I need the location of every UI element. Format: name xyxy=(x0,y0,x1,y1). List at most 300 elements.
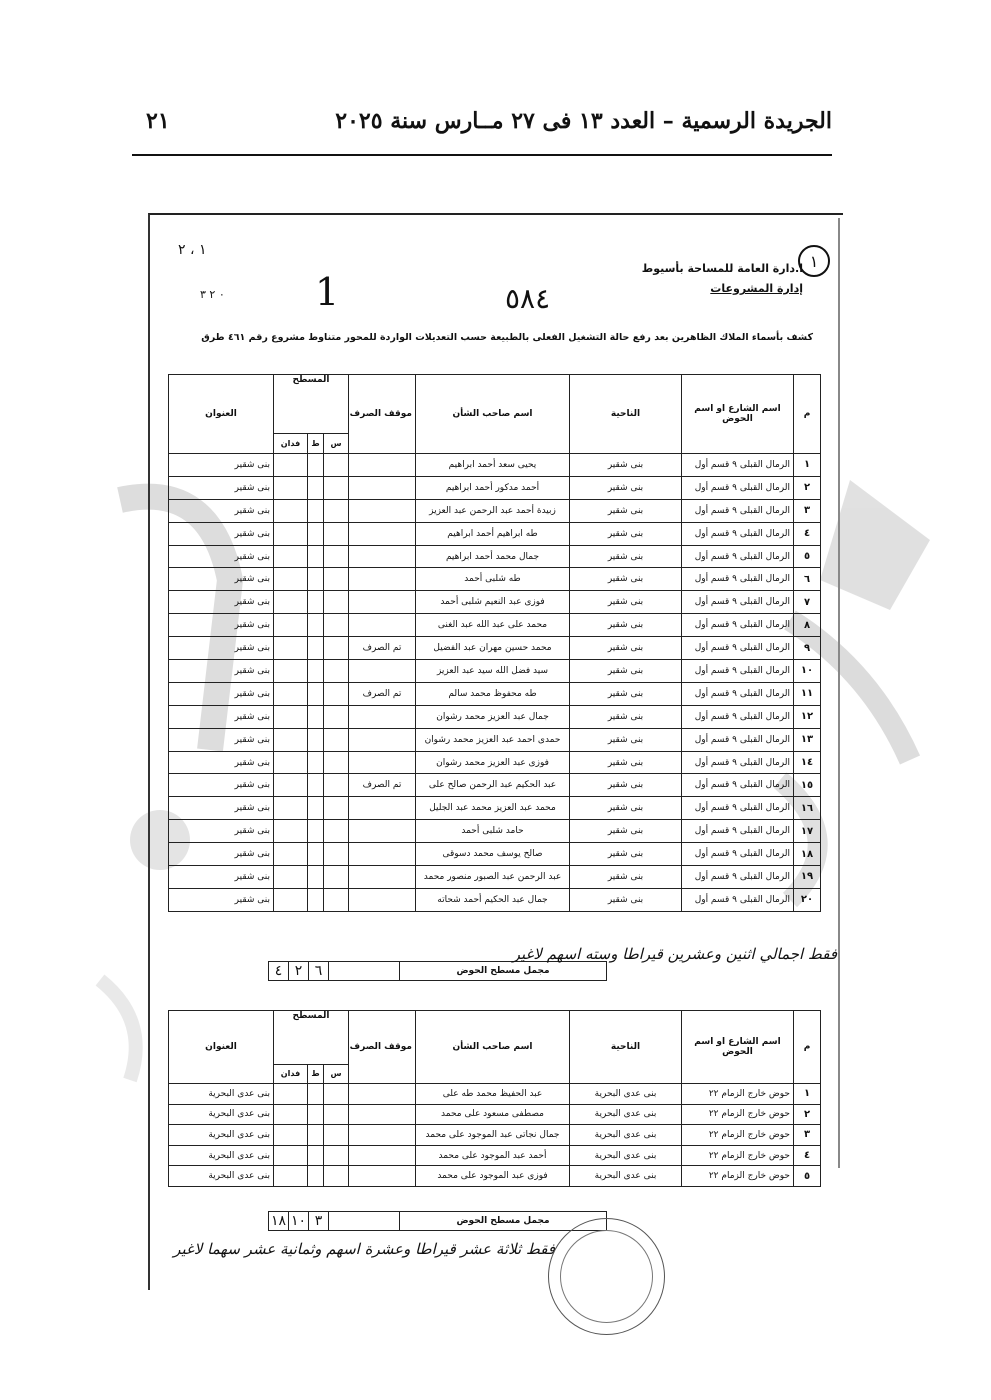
row-area-sahm xyxy=(324,866,349,889)
row-area-feddan xyxy=(274,888,308,911)
row-area-qirat xyxy=(308,545,324,568)
row-nahia: بنى شقير xyxy=(570,476,682,499)
row-area-sahm xyxy=(324,1145,349,1166)
row-area-feddan xyxy=(274,728,308,751)
row-owner: طه ابراهيم أحمد ابراهيم xyxy=(416,522,570,545)
row-area-qirat xyxy=(308,568,324,591)
gazette-title: الجريدة الرسمية – العدد ١٣ فى ٢٧ مــارس سنة ٢٠٢٥ xyxy=(335,108,832,134)
row-address: بنى شقير xyxy=(169,751,274,774)
row-owner: جمال عبد الحكيم أحمد شحاته xyxy=(416,888,570,911)
table-row xyxy=(169,682,821,705)
col-header-area: المسطح xyxy=(274,1011,349,1065)
row-address: بنى شقير xyxy=(169,660,274,683)
row-nahia: بنى شقير xyxy=(570,660,682,683)
row-owner: مصطفى مسعود على محمد xyxy=(416,1104,570,1125)
document-frame-edge xyxy=(838,218,840,1168)
owners-table-1 xyxy=(168,374,821,912)
table-row xyxy=(169,1166,821,1187)
stamp-marks: ١ ، ٢ xyxy=(178,242,207,258)
row-hod: الرمال القبلى ٩ قسم أول xyxy=(682,545,794,568)
col-header-qirat: ط xyxy=(308,1064,324,1083)
total-area-sahm: ٦ xyxy=(308,962,328,980)
row-area-sahm xyxy=(324,614,349,637)
col-header-nahia: الناحية xyxy=(570,1011,682,1084)
row-mawqif xyxy=(349,476,416,499)
row-address: بنى شقير xyxy=(169,454,274,477)
row-hod: الرمال القبلى ٩ قسم أول xyxy=(682,660,794,683)
page-header xyxy=(132,108,832,153)
col-header-feddan: فدان xyxy=(274,1064,308,1083)
row-area-sahm xyxy=(324,522,349,545)
row-area-feddan xyxy=(274,522,308,545)
col-header-hod: اسم الشارع او اسم الحوض xyxy=(682,1011,794,1084)
row-mawqif xyxy=(349,614,416,637)
row-mawqif xyxy=(349,454,416,477)
total-area-qirat: ٢ xyxy=(288,962,308,980)
table-row xyxy=(169,1104,821,1125)
row-area-feddan xyxy=(274,568,308,591)
total-area-empty-cell xyxy=(328,962,399,980)
row-area-sahm xyxy=(324,728,349,751)
row-mawqif xyxy=(349,1084,416,1105)
row-owner: جمال نجاتى عبد الموجود على محمد xyxy=(416,1125,570,1146)
row-owner: عبد الحفيظ محمد طه على xyxy=(416,1084,570,1105)
row-area-sahm xyxy=(324,843,349,866)
row-area-sahm xyxy=(324,1084,349,1105)
row-number: ١٨ xyxy=(794,843,821,866)
row-address: بنى شقير xyxy=(169,637,274,660)
row-hod: الرمال القبلى ٩ قسم أول xyxy=(682,705,794,728)
row-area-qirat xyxy=(308,476,324,499)
row-address: بنى شقير xyxy=(169,866,274,889)
row-address: بنى شقير xyxy=(169,843,274,866)
col-header-sahm: س xyxy=(324,1064,349,1083)
row-owner: زبيدة أحمد عبد الرحمن عبد العزيز xyxy=(416,499,570,522)
row-hod: الرمال القبلى ٩ قسم أول xyxy=(682,614,794,637)
row-nahia: بنى شقير xyxy=(570,522,682,545)
row-area-feddan xyxy=(274,1145,308,1166)
row-address: بنى شقير xyxy=(169,568,274,591)
col-header-address: العنوان xyxy=(169,1011,274,1084)
row-area-feddan xyxy=(274,843,308,866)
row-nahia: بنى عدى البحرية xyxy=(570,1104,682,1125)
row-owner: طه محفوظ محمد سالم xyxy=(416,682,570,705)
row-area-qirat xyxy=(308,888,324,911)
row-hod: الرمال القبلى ٩ قسم أول xyxy=(682,522,794,545)
row-number: ١٣ xyxy=(794,728,821,751)
col-header-qirat: ط xyxy=(308,434,324,454)
row-number: ٧ xyxy=(794,591,821,614)
row-hod: حوض خارج الزمام ٢٢ xyxy=(682,1166,794,1187)
unit-name: إدارة المشروعات xyxy=(710,282,803,295)
row-number: ١٥ xyxy=(794,774,821,797)
row-number: ٨ xyxy=(794,614,821,637)
row-number: ١٤ xyxy=(794,751,821,774)
row-address: بنى عدى البحرية xyxy=(169,1125,274,1146)
total-area-box-2 xyxy=(268,1211,607,1231)
row-mawqif xyxy=(349,545,416,568)
row-hod: الرمال القبلى ٩ قسم أول xyxy=(682,751,794,774)
col-header-nahia: الناحية xyxy=(570,375,682,454)
table-row xyxy=(169,705,821,728)
row-area-qirat xyxy=(308,774,324,797)
row-area-qirat xyxy=(308,637,324,660)
row-area-feddan xyxy=(274,1125,308,1146)
row-owner: جمال عبد العزيز محمد رشوان xyxy=(416,705,570,728)
row-hod: الرمال القبلى ٩ قسم أول xyxy=(682,454,794,477)
table-row xyxy=(169,1125,821,1146)
row-nahia: بنى شقير xyxy=(570,843,682,866)
row-number: ١ xyxy=(794,1084,821,1105)
row-address: بنى شقير xyxy=(169,797,274,820)
row-number: ١٩ xyxy=(794,866,821,889)
table-row xyxy=(169,1145,821,1166)
row-mawqif xyxy=(349,728,416,751)
row-nahia: بنى عدى البحرية xyxy=(570,1145,682,1166)
row-nahia: بنى شقير xyxy=(570,888,682,911)
row-owner: طه شلبى أحمد xyxy=(416,568,570,591)
row-hod: الرمال القبلى ٩ قسم أول xyxy=(682,888,794,911)
total-area-box-1 xyxy=(268,961,607,981)
row-number: ٥ xyxy=(794,1166,821,1187)
row-area-qirat xyxy=(308,660,324,683)
row-owner: عبد الرحمن عبد الصبور منصور محمد xyxy=(416,866,570,889)
row-area-sahm xyxy=(324,797,349,820)
row-mawqif xyxy=(349,1104,416,1125)
row-address: بنى شقير xyxy=(169,614,274,637)
row-area-qirat xyxy=(308,705,324,728)
row-area-feddan xyxy=(274,545,308,568)
row-owner: يحيى سعد أحمد ابراهيم xyxy=(416,454,570,477)
row-area-feddan xyxy=(274,591,308,614)
row-area-sahm xyxy=(324,820,349,843)
row-address: بنى شقير xyxy=(169,820,274,843)
row-area-qirat xyxy=(308,499,324,522)
row-mawqif xyxy=(349,751,416,774)
row-mawqif xyxy=(349,568,416,591)
row-area-sahm xyxy=(324,637,349,660)
row-area-feddan xyxy=(274,614,308,637)
row-area-feddan xyxy=(274,682,308,705)
row-number: ١١ xyxy=(794,682,821,705)
row-owner: محمد حسين مهران عبد الفضيل xyxy=(416,637,570,660)
row-address: بنى عدى البحرية xyxy=(169,1084,274,1105)
col-header-feddan: فدان xyxy=(274,434,308,454)
table-row xyxy=(169,476,821,499)
row-area-feddan xyxy=(274,820,308,843)
table-row xyxy=(169,774,821,797)
col-header-num: م xyxy=(794,375,821,454)
department-name: ا.دارة العامة للمساحة بأسيوط xyxy=(641,262,803,275)
row-owner: أحمد عبد الموجود على محمد xyxy=(416,1145,570,1166)
row-area-sahm xyxy=(324,888,349,911)
row-area-feddan xyxy=(274,1084,308,1105)
row-area-qirat xyxy=(308,820,324,843)
row-mawqif xyxy=(349,1166,416,1187)
table-row xyxy=(169,454,821,477)
row-mawqif xyxy=(349,660,416,683)
row-nahia: بنى شقير xyxy=(570,797,682,820)
row-nahia: بنى شقير xyxy=(570,591,682,614)
row-area-qirat xyxy=(308,454,324,477)
row-number: ٤ xyxy=(794,1145,821,1166)
row-area-sahm xyxy=(324,705,349,728)
row-hod: الرمال القبلى ٩ قسم أول xyxy=(682,820,794,843)
row-area-qirat xyxy=(308,1166,324,1187)
row-area-sahm xyxy=(324,682,349,705)
row-area-feddan xyxy=(274,705,308,728)
row-number: ٢ xyxy=(794,476,821,499)
row-number: ٤ xyxy=(794,522,821,545)
col-header-num: م xyxy=(794,1011,821,1084)
row-hod: الرمال القبلى ٩ قسم أول xyxy=(682,476,794,499)
row-nahia: بنى شقير xyxy=(570,682,682,705)
row-address: بنى شقير xyxy=(169,682,274,705)
row-hod: الرمال القبلى ٩ قسم أول xyxy=(682,774,794,797)
total-area-label: مجمل مسطح الحوض xyxy=(399,1212,606,1230)
row-number: ١٦ xyxy=(794,797,821,820)
row-hod: الرمال القبلى ٩ قسم أول xyxy=(682,499,794,522)
row-area-sahm xyxy=(324,660,349,683)
row-area-qirat xyxy=(308,1104,324,1125)
row-mawqif: تم الصرف xyxy=(349,637,416,660)
header-divider xyxy=(132,154,832,156)
row-area-qirat xyxy=(308,591,324,614)
row-address: بنى شقير xyxy=(169,545,274,568)
table-row xyxy=(169,751,821,774)
table-row xyxy=(169,660,821,683)
row-nahia: بنى عدى البحرية xyxy=(570,1084,682,1105)
table-row xyxy=(169,888,821,911)
total-area-feddan: ٤ xyxy=(274,963,283,979)
row-mawqif xyxy=(349,820,416,843)
col-header-mawqif: موقف الصرف xyxy=(349,1011,416,1084)
row-nahia: بنى شقير xyxy=(570,614,682,637)
row-area-feddan xyxy=(274,751,308,774)
row-nahia: بنى شقير xyxy=(570,568,682,591)
row-area-feddan xyxy=(274,1104,308,1125)
col-header-address: العنوان xyxy=(169,375,274,454)
row-mawqif: تم الصرف xyxy=(349,682,416,705)
table-row xyxy=(169,843,821,866)
row-area-sahm xyxy=(324,545,349,568)
row-owner: جمال محمد أحمد ابراهيم xyxy=(416,545,570,568)
row-mawqif xyxy=(349,522,416,545)
table-row xyxy=(169,820,821,843)
row-hod: الرمال القبلى ٩ قسم أول xyxy=(682,682,794,705)
total-area-qirat: ١٠ xyxy=(288,1212,308,1230)
row-hod: الرمال القبلى ٩ قسم أول xyxy=(682,843,794,866)
row-number: ١ xyxy=(794,454,821,477)
row-area-qirat xyxy=(308,1125,324,1146)
table-row xyxy=(169,728,821,751)
row-address: بنى شقير xyxy=(169,728,274,751)
row-owner: سيد فضل الله سيد عبد العزيز xyxy=(416,660,570,683)
row-hod: حوض خارج الزمام ٢٢ xyxy=(682,1084,794,1105)
row-mawqif: تم الصرف xyxy=(349,774,416,797)
table-row xyxy=(169,614,821,637)
row-hod: حوض خارج الزمام ٢٢ xyxy=(682,1125,794,1146)
row-owner: صالح يوسف محمد دسوقى xyxy=(416,843,570,866)
row-nahia: بنى عدى البحرية xyxy=(570,1166,682,1187)
row-area-sahm xyxy=(324,568,349,591)
row-owner: محمد عبد العزيز محمد عبد الجليل xyxy=(416,797,570,820)
row-area-feddan xyxy=(274,774,308,797)
row-owner: محمد على عبد الله عبد الغنى xyxy=(416,614,570,637)
col-header-owner: اسم صاحب الشأن xyxy=(416,1011,570,1084)
row-mawqif xyxy=(349,499,416,522)
row-nahia: بنى شقير xyxy=(570,866,682,889)
row-area-feddan xyxy=(274,499,308,522)
table-row xyxy=(169,1084,821,1105)
row-address: بنى شقير xyxy=(169,888,274,911)
row-owner: عبد الحكيم عبد الرحمن صالح على xyxy=(416,774,570,797)
document-number: ٥٨٤ xyxy=(505,282,551,315)
row-area-sahm xyxy=(324,774,349,797)
row-address: بنى عدى البحرية xyxy=(169,1145,274,1166)
row-address: بنى شقير xyxy=(169,774,274,797)
owners-table-2 xyxy=(168,1010,821,1187)
total-area-label: مجمل مسطح الحوض xyxy=(399,962,606,980)
row-hod: الرمال القبلى ٩ قسم أول xyxy=(682,797,794,820)
row-hod: الرمال القبلى ٩ قسم أول xyxy=(682,568,794,591)
row-hod: الرمال القبلى ٩ قسم أول xyxy=(682,591,794,614)
row-owner: حمدى احمد عبد العزيز محمد رشوان xyxy=(416,728,570,751)
row-area-feddan xyxy=(274,454,308,477)
row-area-qirat xyxy=(308,614,324,637)
total-area-empty-cell xyxy=(328,1212,399,1230)
handwritten-total-note-2: فقط ثلاثة عشر قيراطا وعشرة اسهم وثمانية عشر سهما لاغير xyxy=(173,1240,555,1258)
list-number: 1 xyxy=(315,270,340,314)
row-area-feddan xyxy=(274,660,308,683)
stamp-marks-secondary: ٠ ٢ ٣ xyxy=(200,288,225,301)
row-area-qirat xyxy=(308,1145,324,1166)
row-address: بنى شقير xyxy=(169,522,274,545)
row-nahia: بنى شقير xyxy=(570,820,682,843)
row-hod: الرمال القبلى ٩ قسم أول xyxy=(682,866,794,889)
row-owner: فوزى عبد الموجود على محمد xyxy=(416,1166,570,1187)
row-area-qirat xyxy=(308,1084,324,1105)
row-area-feddan xyxy=(274,476,308,499)
row-mawqif xyxy=(349,843,416,866)
row-number: ٩ xyxy=(794,637,821,660)
handwritten-total-note-1: فقط اجمالي اثنين وعشرين قيراطا وسته اسهم لاغير xyxy=(512,945,837,963)
row-owner: فوزى عبد العزيز محمد رشوان xyxy=(416,751,570,774)
row-mawqif xyxy=(349,1125,416,1146)
col-header-area: المسطح xyxy=(274,375,349,434)
col-header-owner: اسم صاحب الشأن xyxy=(416,375,570,454)
row-nahia: بنى شقير xyxy=(570,751,682,774)
col-header-mawqif: موقف الصرف xyxy=(349,375,416,454)
table-row xyxy=(169,499,821,522)
row-nahia: بنى شقير xyxy=(570,705,682,728)
row-number: ٦ xyxy=(794,568,821,591)
col-header-sahm: س xyxy=(324,434,349,454)
row-area-sahm xyxy=(324,751,349,774)
row-area-qirat xyxy=(308,866,324,889)
row-area-sahm xyxy=(324,1104,349,1125)
row-nahia: بنى شقير xyxy=(570,499,682,522)
total-area-feddan: ١٨ xyxy=(270,1213,287,1229)
row-area-sahm xyxy=(324,591,349,614)
row-area-sahm xyxy=(324,476,349,499)
row-area-qirat xyxy=(308,682,324,705)
row-nahia: بنى شقير xyxy=(570,774,682,797)
row-area-feddan xyxy=(274,866,308,889)
row-area-sahm xyxy=(324,1125,349,1146)
document-description: كشف بأسماء الملاك الظاهرين بعد رفع حالة التشغيل الفعلى بالطبيعة حسب التعديلات الواردة للمحور متناوط مشروع رقم ٤٦١ طرق xyxy=(201,332,813,343)
row-address: بنى شقير xyxy=(169,476,274,499)
row-area-qirat xyxy=(308,797,324,820)
row-number: ١٧ xyxy=(794,820,821,843)
row-area-qirat xyxy=(308,751,324,774)
official-seal-inner-ring xyxy=(560,1230,653,1323)
row-number: ١٢ xyxy=(794,705,821,728)
row-address: بنى عدى البحرية xyxy=(169,1104,274,1125)
row-number: ٣ xyxy=(794,1125,821,1146)
row-nahia: بنى عدى البحرية xyxy=(570,1125,682,1146)
page-number: ٢١ xyxy=(146,108,170,134)
row-address: بنى شقير xyxy=(169,499,274,522)
table-row xyxy=(169,866,821,889)
row-area-feddan xyxy=(274,637,308,660)
row-mawqif xyxy=(349,888,416,911)
row-number: ٥ xyxy=(794,545,821,568)
total-area-sahm: ٣ xyxy=(308,1212,328,1230)
row-nahia: بنى شقير xyxy=(570,545,682,568)
row-area-sahm xyxy=(324,454,349,477)
row-area-qirat xyxy=(308,843,324,866)
row-area-qirat xyxy=(308,522,324,545)
row-mawqif xyxy=(349,705,416,728)
row-hod: الرمال القبلى ٩ قسم أول xyxy=(682,728,794,751)
row-address: بنى شقير xyxy=(169,591,274,614)
table-row xyxy=(169,522,821,545)
row-nahia: بنى شقير xyxy=(570,728,682,751)
sheet-circled-number: ١ xyxy=(798,245,830,277)
row-number: ٢٠ xyxy=(794,888,821,911)
row-area-feddan xyxy=(274,1166,308,1187)
row-number: ٢ xyxy=(794,1104,821,1125)
row-nahia: بنى شقير xyxy=(570,637,682,660)
row-mawqif xyxy=(349,591,416,614)
row-owner: حامد شلبى أحمد xyxy=(416,820,570,843)
row-area-qirat xyxy=(308,728,324,751)
table-row xyxy=(169,568,821,591)
row-mawqif xyxy=(349,866,416,889)
row-owner: أحمد مدكور أحمد ابراهيم xyxy=(416,476,570,499)
row-nahia: بنى شقير xyxy=(570,454,682,477)
row-area-sahm xyxy=(324,499,349,522)
row-number: ٣ xyxy=(794,499,821,522)
row-mawqif xyxy=(349,797,416,820)
table-row xyxy=(169,637,821,660)
table-row xyxy=(169,545,821,568)
table-row xyxy=(169,797,821,820)
row-owner: فوزى عبد النعيم شلبى أحمد xyxy=(416,591,570,614)
row-hod: حوض خارج الزمام ٢٢ xyxy=(682,1145,794,1166)
row-address: بنى عدى البحرية xyxy=(169,1166,274,1187)
row-number: ١٠ xyxy=(794,660,821,683)
table-row xyxy=(169,591,821,614)
row-mawqif xyxy=(349,1145,416,1166)
row-area-feddan xyxy=(274,797,308,820)
row-hod: حوض خارج الزمام ٢٢ xyxy=(682,1104,794,1125)
col-header-hod: اسم الشارع او اسم الحوض xyxy=(682,375,794,454)
row-area-sahm xyxy=(324,1166,349,1187)
row-hod: الرمال القبلى ٩ قسم أول xyxy=(682,637,794,660)
row-address: بنى شقير xyxy=(169,705,274,728)
